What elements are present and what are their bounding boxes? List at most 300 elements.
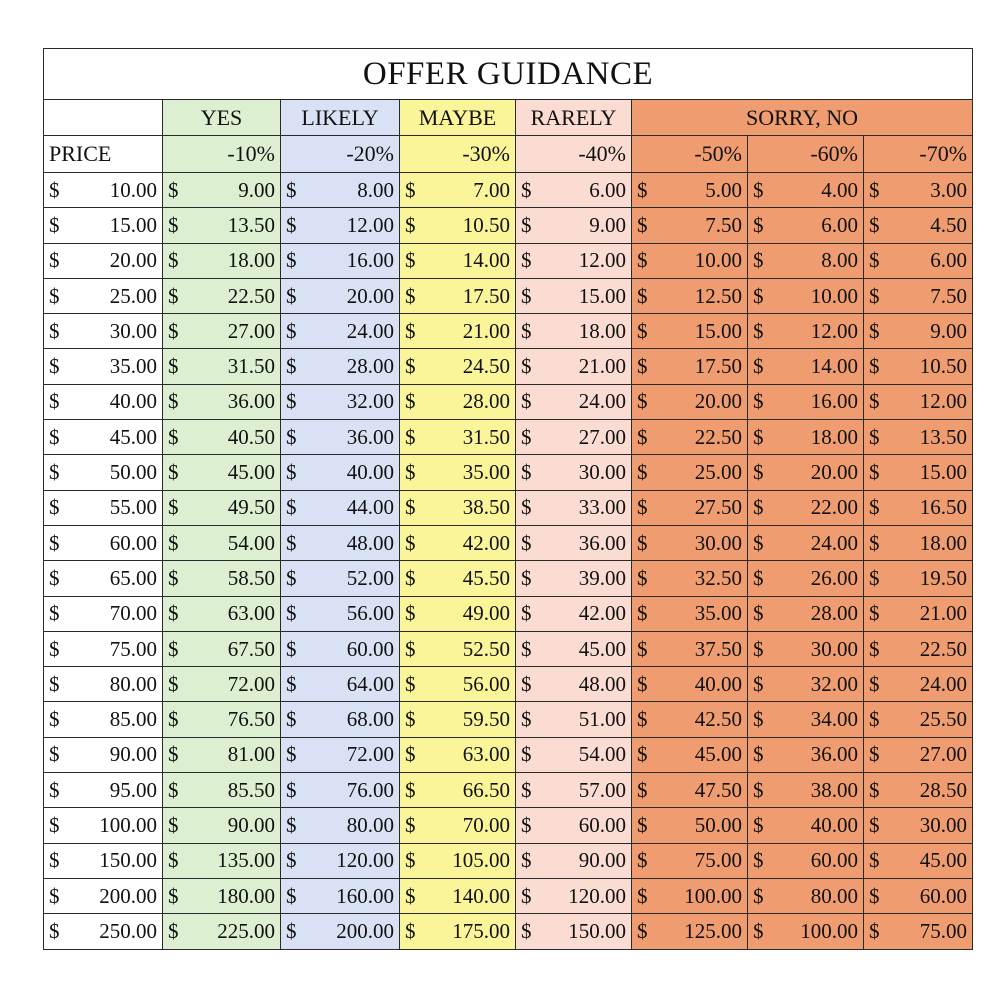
header-yes: YES	[163, 100, 281, 136]
no-60-cell	[748, 173, 864, 208]
no-50-cell	[632, 490, 748, 525]
price-cell	[44, 667, 163, 702]
currency-symbol: $	[49, 883, 60, 908]
amount: 21.00	[462, 318, 510, 343]
currency-symbol: $	[869, 636, 880, 661]
amount: 45.00	[109, 424, 157, 449]
amount: 28.00	[462, 389, 510, 414]
rarely-cell	[516, 384, 632, 419]
table-row	[44, 455, 973, 490]
currency-symbol: $	[49, 460, 60, 485]
currency-symbol: $	[869, 460, 880, 485]
currency-symbol: $	[405, 777, 416, 802]
amount: 15.00	[919, 460, 968, 485]
no-50-cell	[632, 314, 748, 349]
currency-symbol: $	[405, 601, 416, 626]
group-header-row	[44, 100, 973, 136]
no-60-cell	[748, 278, 864, 313]
amount: 14.00	[462, 248, 510, 273]
amount: 25.50	[919, 707, 968, 732]
no-60-cell	[748, 490, 864, 525]
likely-cell	[281, 384, 400, 419]
amount: 55.00	[109, 495, 157, 520]
amount: 10.00	[694, 248, 742, 273]
yes-cell	[163, 243, 281, 278]
amount: 31.50	[462, 424, 510, 449]
currency-symbol: $	[753, 848, 764, 873]
currency-symbol: $	[49, 248, 60, 273]
amount: 120.00	[336, 848, 394, 873]
no-50-cell	[632, 773, 748, 808]
likely-cell	[281, 278, 400, 313]
table-row	[44, 490, 973, 525]
currency-symbol: $	[405, 636, 416, 661]
table-row	[44, 561, 973, 596]
table-row	[44, 878, 973, 913]
amount: 105.00	[452, 848, 510, 873]
rarely-cell	[516, 349, 632, 384]
currency-symbol: $	[521, 671, 532, 696]
currency-symbol: $	[286, 742, 297, 767]
currency-symbol: $	[753, 636, 764, 661]
amount: 18.00	[578, 318, 626, 343]
amount: 22.50	[227, 283, 275, 308]
currency-symbol: $	[405, 883, 416, 908]
amount: 27.50	[694, 495, 742, 520]
no-60-cell	[748, 243, 864, 278]
currency-symbol: $	[405, 707, 416, 732]
no-50-cell	[632, 384, 748, 419]
yes-cell	[163, 208, 281, 243]
table-row	[44, 349, 973, 384]
yes-cell	[163, 278, 281, 313]
currency-symbol: $	[286, 283, 297, 308]
no-60-cell	[748, 702, 864, 737]
currency-symbol: $	[405, 565, 416, 590]
price-cell	[44, 914, 163, 949]
amount: 81.00	[227, 742, 275, 767]
amount: 20.00	[346, 283, 394, 308]
amount: 76.00	[346, 777, 394, 802]
amount: 42.50	[694, 707, 742, 732]
currency-symbol: $	[869, 671, 880, 696]
price-cell	[44, 243, 163, 278]
amount: 47.50	[694, 777, 742, 802]
offer-guidance-sheet	[43, 48, 972, 950]
no-70-cell	[864, 490, 973, 525]
table-row	[44, 420, 973, 455]
currency-symbol: $	[521, 601, 532, 626]
amount: 75.00	[694, 848, 742, 873]
price-cell	[44, 173, 163, 208]
currency-symbol: $	[286, 495, 297, 520]
amount: 20.00	[109, 248, 157, 273]
currency-symbol: $	[521, 177, 532, 202]
amount: 64.00	[346, 671, 394, 696]
likely-cell	[281, 208, 400, 243]
amount: 100.00	[99, 812, 157, 837]
yes-cell	[163, 384, 281, 419]
no-50-cell	[632, 808, 748, 843]
currency-symbol: $	[286, 248, 297, 273]
currency-symbol: $	[637, 812, 648, 837]
currency-symbol: $	[869, 883, 880, 908]
amount: 68.00	[346, 707, 394, 732]
no-50-cell	[632, 278, 748, 313]
amount: 9.00	[930, 318, 968, 343]
amount: 9.00	[589, 212, 626, 237]
currency-symbol: $	[753, 424, 764, 449]
currency-symbol: $	[168, 248, 179, 273]
amount: 25.00	[109, 283, 157, 308]
header-maybe: MAYBE	[400, 100, 516, 136]
likely-cell	[281, 702, 400, 737]
currency-symbol: $	[637, 354, 648, 379]
amount: 45.00	[578, 636, 626, 661]
amount: 22.50	[919, 636, 968, 661]
header-rarely: RARELY	[516, 100, 632, 136]
amount: 9.00	[238, 177, 275, 202]
currency-symbol: $	[405, 177, 416, 202]
currency-symbol: $	[753, 283, 764, 308]
price-cell	[44, 420, 163, 455]
amount: 3.00	[930, 177, 968, 202]
maybe-cell	[400, 737, 516, 772]
no-60-cell	[748, 843, 864, 878]
currency-symbol: $	[521, 565, 532, 590]
amount: 70.00	[109, 601, 157, 626]
maybe-cell	[400, 667, 516, 702]
amount: 160.00	[336, 883, 394, 908]
amount: 60.00	[810, 848, 858, 873]
amount: 70.00	[462, 812, 510, 837]
currency-symbol: $	[753, 530, 764, 555]
currency-symbol: $	[869, 354, 880, 379]
rarely-cell	[516, 843, 632, 878]
likely-cell	[281, 173, 400, 208]
maybe-cell	[400, 843, 516, 878]
table-row	[44, 208, 973, 243]
amount: 10.00	[109, 177, 157, 202]
amount: 33.00	[578, 495, 626, 520]
rarely-cell	[516, 702, 632, 737]
yes-cell	[163, 490, 281, 525]
header-likely: LIKELY	[281, 100, 400, 136]
currency-symbol: $	[869, 389, 880, 414]
maybe-cell	[400, 702, 516, 737]
currency-symbol: $	[521, 354, 532, 379]
currency-symbol: $	[405, 671, 416, 696]
no-60-cell	[748, 773, 864, 808]
yes-cell	[163, 561, 281, 596]
amount: 32.00	[346, 389, 394, 414]
currency-symbol: $	[168, 601, 179, 626]
likely-cell	[281, 243, 400, 278]
price-header: PRICE	[44, 136, 163, 173]
amount: 12.00	[346, 212, 394, 237]
amount: 40.00	[694, 671, 742, 696]
amount: 36.00	[227, 389, 275, 414]
no-60-cell	[748, 525, 864, 560]
amount: 65.00	[109, 565, 157, 590]
amount: 12.00	[578, 248, 626, 273]
maybe-cell	[400, 561, 516, 596]
currency-symbol: $	[753, 777, 764, 802]
no-70-cell	[864, 878, 973, 913]
table-row	[44, 596, 973, 631]
currency-symbol: $	[521, 389, 532, 414]
currency-symbol: $	[168, 671, 179, 696]
amount: 36.00	[578, 530, 626, 555]
amount: 100.00	[800, 918, 858, 943]
no-70-cell	[864, 631, 973, 666]
currency-symbol: $	[168, 212, 179, 237]
no-50-cell	[632, 420, 748, 455]
table-row	[44, 808, 973, 843]
amount: 32.50	[694, 565, 742, 590]
currency-symbol: $	[637, 530, 648, 555]
price-cell	[44, 631, 163, 666]
amount: 16.00	[810, 389, 858, 414]
amount: 18.00	[919, 530, 968, 555]
amount: 40.50	[227, 424, 275, 449]
currency-symbol: $	[168, 777, 179, 802]
currency-symbol: $	[49, 848, 60, 873]
currency-symbol: $	[405, 848, 416, 873]
amount: 27.00	[919, 742, 968, 767]
amount: 38.00	[810, 777, 858, 802]
no-60-cell	[748, 314, 864, 349]
maybe-cell	[400, 914, 516, 949]
currency-symbol: $	[753, 883, 764, 908]
amount: 42.00	[578, 601, 626, 626]
maybe-cell	[400, 243, 516, 278]
likely-cell	[281, 843, 400, 878]
maybe-cell	[400, 878, 516, 913]
currency-symbol: $	[753, 495, 764, 520]
no-60-cell	[748, 737, 864, 772]
rarely-cell	[516, 561, 632, 596]
amount: 90.00	[578, 848, 626, 873]
yes-cell	[163, 173, 281, 208]
currency-symbol: $	[521, 495, 532, 520]
currency-symbol: $	[869, 565, 880, 590]
currency-symbol: $	[869, 848, 880, 873]
no-60-cell	[748, 349, 864, 384]
yes-cell	[163, 878, 281, 913]
amount: 175.00	[452, 918, 510, 943]
likely-cell	[281, 808, 400, 843]
table-row	[44, 243, 973, 278]
amount: 45.00	[227, 460, 275, 485]
currency-symbol: $	[637, 707, 648, 732]
amount: 24.00	[810, 530, 858, 555]
currency-symbol: $	[753, 354, 764, 379]
discount-60: -60%	[748, 136, 864, 173]
amount: 27.00	[578, 424, 626, 449]
amount: 24.00	[346, 318, 394, 343]
no-50-cell	[632, 667, 748, 702]
rarely-cell	[516, 490, 632, 525]
currency-symbol: $	[49, 918, 60, 943]
amount: 7.50	[930, 283, 968, 308]
discount-70: -70%	[864, 136, 973, 173]
amount: 12.00	[810, 318, 858, 343]
likely-cell	[281, 878, 400, 913]
yes-cell	[163, 631, 281, 666]
no-50-cell	[632, 914, 748, 949]
amount: 19.50	[919, 565, 968, 590]
amount: 125.00	[684, 918, 742, 943]
currency-symbol: $	[168, 283, 179, 308]
amount: 40.00	[810, 812, 858, 837]
no-70-cell	[864, 596, 973, 631]
maybe-cell	[400, 773, 516, 808]
amount: 59.50	[462, 707, 510, 732]
amount: 54.00	[227, 530, 275, 555]
currency-symbol: $	[168, 530, 179, 555]
amount: 6.00	[589, 177, 626, 202]
amount: 38.50	[462, 495, 510, 520]
yes-cell	[163, 455, 281, 490]
currency-symbol: $	[869, 318, 880, 343]
yes-cell	[163, 702, 281, 737]
price-cell	[44, 208, 163, 243]
no-60-cell	[748, 420, 864, 455]
currency-symbol: $	[637, 248, 648, 273]
amount: 60.00	[919, 883, 968, 908]
yes-cell	[163, 349, 281, 384]
amount: 52.00	[346, 565, 394, 590]
no-50-cell	[632, 878, 748, 913]
currency-symbol: $	[286, 424, 297, 449]
currency-symbol: $	[753, 389, 764, 414]
amount: 4.50	[930, 212, 968, 237]
currency-symbol: $	[168, 318, 179, 343]
price-cell	[44, 384, 163, 419]
rarely-cell	[516, 596, 632, 631]
currency-symbol: $	[637, 318, 648, 343]
no-70-cell	[864, 808, 973, 843]
amount: 50.00	[109, 460, 157, 485]
rarely-cell	[516, 667, 632, 702]
likely-cell	[281, 667, 400, 702]
amount: 28.00	[346, 354, 394, 379]
no-70-cell	[864, 702, 973, 737]
price-cell	[44, 878, 163, 913]
amount: 37.50	[694, 636, 742, 661]
currency-symbol: $	[286, 318, 297, 343]
amount: 18.00	[810, 424, 858, 449]
amount: 42.00	[462, 530, 510, 555]
no-70-cell	[864, 208, 973, 243]
amount: 24.50	[462, 354, 510, 379]
amount: 56.00	[462, 671, 510, 696]
currency-symbol: $	[49, 354, 60, 379]
price-cell	[44, 314, 163, 349]
currency-symbol: $	[753, 742, 764, 767]
no-70-cell	[864, 278, 973, 313]
currency-symbol: $	[869, 601, 880, 626]
amount: 7.50	[705, 212, 742, 237]
no-50-cell	[632, 596, 748, 631]
amount: 80.00	[810, 883, 858, 908]
currency-symbol: $	[49, 812, 60, 837]
table-row	[44, 314, 973, 349]
currency-symbol: $	[286, 601, 297, 626]
price-cell	[44, 702, 163, 737]
table-row	[44, 278, 973, 313]
no-50-cell	[632, 561, 748, 596]
currency-symbol: $	[869, 248, 880, 273]
amount: 14.00	[810, 354, 858, 379]
currency-symbol: $	[49, 742, 60, 767]
currency-symbol: $	[168, 177, 179, 202]
yes-cell	[163, 596, 281, 631]
amount: 30.00	[919, 812, 968, 837]
currency-symbol: $	[405, 460, 416, 485]
maybe-cell	[400, 808, 516, 843]
currency-symbol: $	[637, 460, 648, 485]
currency-symbol: $	[405, 495, 416, 520]
likely-cell	[281, 914, 400, 949]
amount: 28.00	[810, 601, 858, 626]
currency-symbol: $	[286, 707, 297, 732]
currency-symbol: $	[521, 212, 532, 237]
currency-symbol: $	[286, 918, 297, 943]
discount-50: -50%	[632, 136, 748, 173]
currency-symbol: $	[49, 530, 60, 555]
table-row	[44, 173, 973, 208]
currency-symbol: $	[286, 389, 297, 414]
maybe-cell	[400, 384, 516, 419]
amount: 40.00	[109, 389, 157, 414]
maybe-cell	[400, 173, 516, 208]
no-70-cell	[864, 737, 973, 772]
amount: 48.00	[578, 671, 626, 696]
currency-symbol: $	[168, 389, 179, 414]
currency-symbol: $	[869, 283, 880, 308]
amount: 6.00	[930, 248, 968, 273]
no-50-cell	[632, 349, 748, 384]
currency-symbol: $	[405, 283, 416, 308]
currency-symbol: $	[753, 601, 764, 626]
rarely-cell	[516, 420, 632, 455]
yes-cell	[163, 843, 281, 878]
amount: 90.00	[227, 812, 275, 837]
amount: 22.50	[694, 424, 742, 449]
amount: 20.00	[694, 389, 742, 414]
maybe-cell	[400, 208, 516, 243]
currency-symbol: $	[637, 495, 648, 520]
likely-cell	[281, 561, 400, 596]
amount: 17.50	[694, 354, 742, 379]
likely-cell	[281, 490, 400, 525]
amount: 85.00	[109, 707, 157, 732]
currency-symbol: $	[637, 424, 648, 449]
discount-10: -10%	[163, 136, 281, 173]
currency-symbol: $	[168, 495, 179, 520]
amount: 63.00	[462, 742, 510, 767]
currency-symbol: $	[521, 918, 532, 943]
amount: 13.50	[227, 212, 275, 237]
amount: 35.00	[109, 354, 157, 379]
currency-symbol: $	[521, 318, 532, 343]
no-60-cell	[748, 631, 864, 666]
amount: 36.00	[346, 424, 394, 449]
amount: 7.00	[473, 177, 510, 202]
currency-symbol: $	[637, 848, 648, 873]
